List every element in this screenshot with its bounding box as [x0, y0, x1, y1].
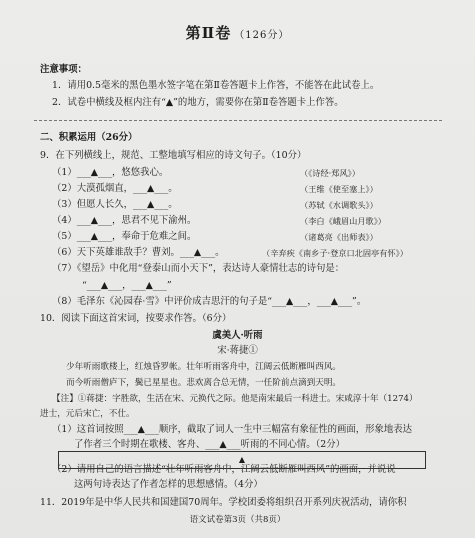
q10-stem: 10．阅读下面这首宋词，按要求作答。（6分）	[40, 313, 232, 324]
poem-line-1: 少年听雨歌楼上，红烛昏罗帐。壮年听雨客舟中，江阔云低断雁叫西风。	[66, 362, 342, 372]
q9-src-6: （辛弃疾《南乡子·登京口北固亭有怀》）	[262, 248, 408, 258]
q9-item-2: （2）大漠孤烟直，___▲___。	[52, 183, 178, 194]
q10-sub2-line2: 这两句诗表达了作者怎样的思想感情。（4分）	[74, 479, 263, 490]
q9-item-3: （3）但愿人长久，___▲___。	[52, 199, 178, 210]
q9-item-6: （6）天下英雄谁敌手？曹刘。___▲___。	[52, 247, 225, 258]
page-title	[0, 22, 475, 43]
divider	[34, 120, 442, 121]
title-score: （126分）	[234, 30, 290, 41]
poem-note-1: 【注】①蒋捷：字胜欲，生活在宋、元换代之际。他是南宋最后一科进士。宋咸淳十年（1274）	[52, 394, 418, 404]
q9-src-2: （王维《使至塞上》）	[300, 184, 378, 194]
notice-item-1: 1．请用0.5毫米的黑色墨水签字笔在第Ⅱ卷答题卡上作答，不能答在此试卷上。	[52, 80, 380, 91]
q10-sub2-line1: （2）请用自己的语言描述“壮年听雨客舟中，江阔云低断雁叫西风”的画面，并说说	[52, 464, 396, 475]
q10-sub1-line2: 了作者三个时期在歌楼、客舟、___▲___听雨的不同心情。（2分）	[74, 439, 345, 450]
poem-author: 宋·蒋捷①	[217, 345, 258, 356]
q9-item-5: （5）___▲___，奉命于危难之间。	[52, 231, 197, 242]
poem-note-2: 进士，元后宋亡，不仕。	[40, 409, 135, 419]
q10-sub1-line1: （1）这首词按照___▲___顺序，截取了词人一生中三幅富有象征性的画面，形象地表达	[52, 424, 413, 435]
poem-title: 虞美人·听雨	[212, 330, 263, 341]
answer-box[interactable]	[58, 451, 426, 469]
q9-src-3: （苏轼《水调歌头》）	[300, 200, 378, 210]
q9-item-8: （8）毛泽东《沁园春·雪》中评价成吉思汗的句子是“___▲___，___▲___”。	[52, 296, 367, 307]
notice-item-2: 2．试卷中横线及框内注有“▲”的地方，需要你在第Ⅱ卷答题卡上作答。	[52, 97, 344, 108]
q9-item-4: （4）___▲___，思君不见下渝州。	[52, 215, 197, 226]
page-footer: 语文试卷第3页（共8页）	[189, 515, 286, 525]
q9-src-4: （李白《峨眉山月歌》）	[300, 216, 386, 226]
q9-stem: 9．在下列横线上，规范、工整地填写相应的诗文句子。（10分）	[40, 150, 307, 161]
q11-line1: 11．2019年是中华人民共和国建国70周年。学校团委将组织召开系列庆祝活动，请你积	[40, 497, 407, 508]
q9-src-5: （诸葛亮《出师表》）	[300, 232, 378, 242]
q9-item-7-answer: “___▲___，___▲___”	[82, 280, 172, 291]
title-main: 第Ⅱ卷	[185, 24, 232, 42]
q9-item-1: （1）___▲___，悠悠我心。	[52, 167, 169, 178]
answer-box-marker: ▲	[238, 455, 246, 464]
q9-src-1: （《诗经·郑风》）	[300, 168, 360, 178]
poem-line-2: 而今听雨僧庐下，鬓已星星也。悲欢离合总无情，一任阶前点滴到天明。	[66, 378, 342, 388]
notice-heading: 注意事项：	[40, 64, 87, 75]
q9-item-7: （7）《望岳》中化用“登泰山而小天下”，表达诗人豪情壮志的诗句是：	[52, 263, 345, 274]
section-heading: 二、积累运用（26分）	[40, 132, 138, 143]
